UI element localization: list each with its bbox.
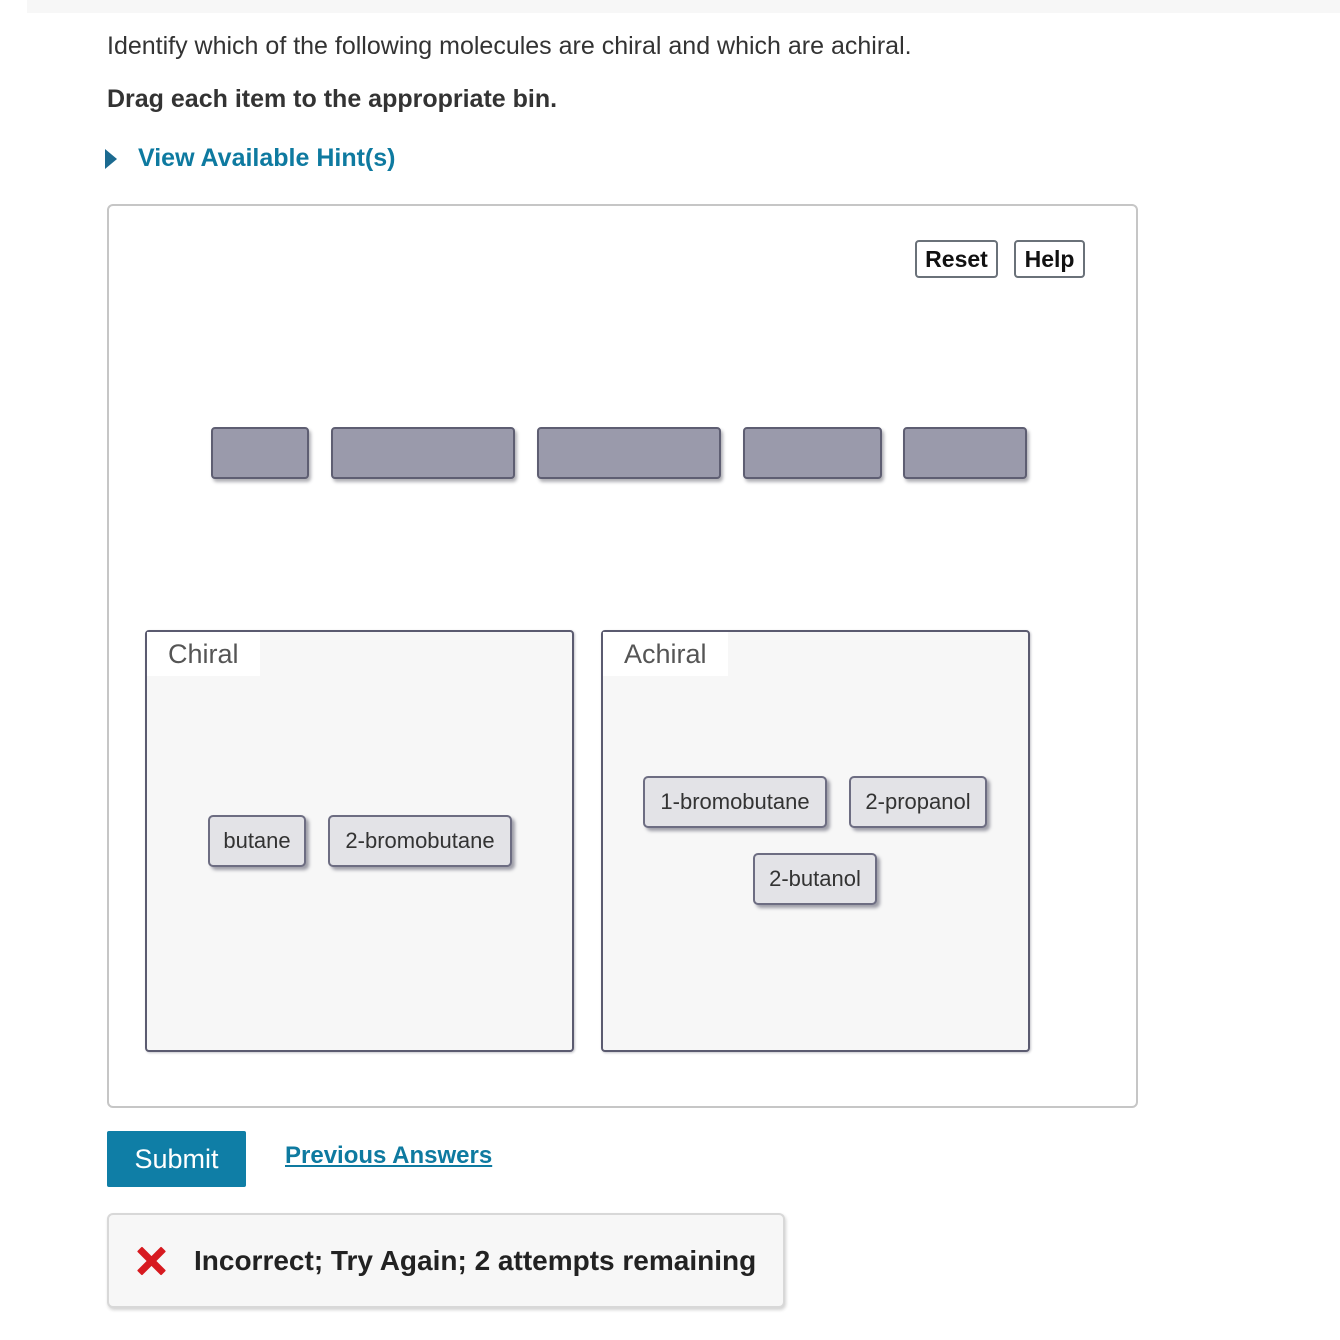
feedback-text: Incorrect; Try Again; 2 attempts remaining <box>194 1244 757 1276</box>
empty-slot <box>331 427 515 479</box>
caret-right-icon <box>105 149 117 169</box>
item-2-propanol[interactable]: 2-propanol <box>849 776 987 828</box>
item-2-bromobutane[interactable]: 2-bromobutane <box>328 815 512 867</box>
item-1-bromobutane[interactable]: 1-bromobutane <box>643 776 827 828</box>
empty-slot <box>903 427 1027 479</box>
question-instruction: Identify which of the following molecules are chiral and which are achiral. <box>107 32 912 60</box>
empty-slot <box>537 427 721 479</box>
incorrect-x-icon <box>136 1246 166 1276</box>
view-hints-label: View Available Hint(s) <box>138 144 396 172</box>
achiral-bin-title: Achiral <box>603 632 728 676</box>
empty-slot <box>211 427 309 479</box>
submit-button[interactable]: Submit <box>107 1131 246 1187</box>
top-strip <box>27 0 1340 13</box>
view-hints-toggle[interactable] <box>105 144 395 173</box>
question-instruction-bold: Drag each item to the appropriate bin. <box>107 85 558 113</box>
empty-slot <box>743 427 882 479</box>
reset-button[interactable]: Reset <box>915 240 998 278</box>
item-2-butanol[interactable]: 2-butanol <box>753 853 877 905</box>
feedback-box <box>107 1213 785 1308</box>
help-button[interactable]: Help <box>1014 240 1085 278</box>
achiral-bin[interactable] <box>601 630 1030 1052</box>
item-butane[interactable]: butane <box>208 815 306 867</box>
previous-answers-link[interactable]: Previous Answers <box>285 1142 493 1169</box>
chiral-bin-title: Chiral <box>147 632 260 676</box>
